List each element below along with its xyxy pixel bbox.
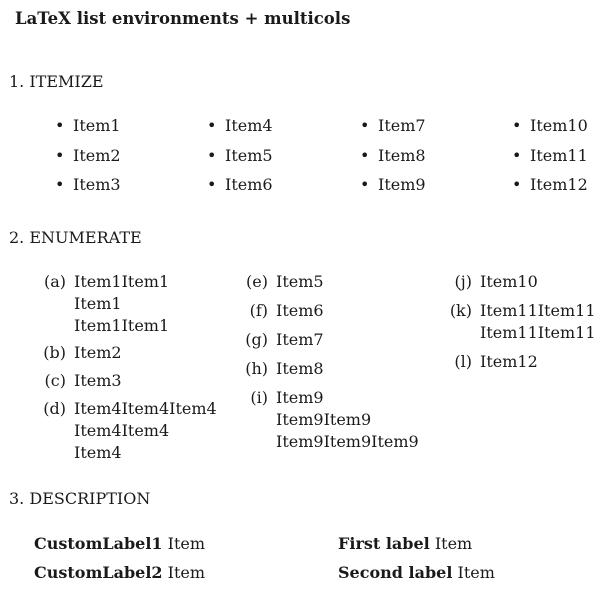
page-title: LaTeX list environments + multicols: [15, 9, 351, 28]
enum-label: (j): [454, 272, 472, 291]
bullet-icon: •: [207, 175, 217, 194]
list-item: Item10: [530, 116, 588, 135]
description-text: Item: [434, 534, 473, 553]
list-item: Item9: [378, 175, 426, 194]
enum-label: (k): [449, 301, 472, 320]
enum-label: (g): [245, 330, 268, 349]
list-item: Item4: [74, 443, 122, 462]
section-heading-description: [9, 489, 150, 509]
list-item: Item1: [74, 294, 122, 313]
enum-label: (c): [44, 371, 66, 390]
list-item: Item6: [276, 301, 324, 320]
bullet-icon: •: [360, 116, 370, 135]
description-item: [338, 563, 495, 583]
bullet-icon: •: [512, 146, 522, 165]
list-item: Item4: [225, 116, 273, 135]
enum-label: (d): [43, 399, 66, 418]
list-item: Item3: [74, 371, 122, 390]
description-term: First label: [338, 534, 430, 553]
description-item: [34, 563, 205, 583]
bullet-icon: •: [55, 116, 65, 135]
list-item: Item11Item11: [480, 301, 596, 320]
bullet-icon: •: [512, 116, 522, 135]
bullet-icon: •: [360, 175, 370, 194]
list-item: Item1Item1: [74, 272, 170, 291]
bullet-icon: •: [55, 175, 65, 194]
section-number: 3.: [9, 489, 25, 508]
description-item: [34, 534, 205, 554]
list-item: Item12: [530, 175, 588, 194]
description-item: [338, 534, 472, 554]
list-item: Item12: [480, 352, 538, 371]
enum-label: (i): [250, 388, 268, 407]
section-title: ITEMIZE: [29, 72, 104, 91]
section-heading-itemize: [9, 72, 104, 92]
list-item: Item9Item9Item9: [276, 432, 419, 451]
section-number: 1.: [9, 72, 25, 91]
section-heading-enumerate: [9, 228, 142, 248]
enum-label: (e): [246, 272, 268, 291]
section-title: ENUMERATE: [29, 228, 142, 247]
list-item: Item5: [225, 146, 273, 165]
list-item: Item7: [276, 330, 324, 349]
list-item: Item10: [480, 272, 538, 291]
enum-label: (a): [43, 272, 66, 291]
description-text: Item: [167, 534, 206, 553]
enum-label: (f): [249, 301, 268, 320]
description-text: Item: [457, 563, 495, 582]
enum-label: (b): [43, 343, 66, 362]
list-item: Item2: [74, 343, 122, 362]
list-item: Item8: [378, 146, 426, 165]
bullet-icon: •: [207, 146, 217, 165]
bullet-icon: •: [360, 146, 370, 165]
list-item: Item4Item4Item4: [74, 399, 217, 418]
list-item: Item1Item1: [74, 316, 170, 335]
list-item: Item6: [225, 175, 273, 194]
list-item: Item5: [276, 272, 324, 291]
enum-label: (h): [245, 359, 268, 378]
description-term: CustomLabel1: [34, 534, 163, 553]
list-item: Item9Item9: [276, 410, 372, 429]
section-number: 2.: [9, 228, 25, 247]
list-item: Item3: [73, 175, 121, 194]
list-item: Item1: [73, 116, 121, 135]
description-term: Second label: [338, 563, 453, 582]
enum-label: (l): [454, 352, 472, 371]
list-item: Item2: [73, 146, 121, 165]
list-item: Item11Item11: [480, 323, 596, 342]
list-item: Item7: [378, 116, 426, 135]
list-item: Item8: [276, 359, 324, 378]
bullet-icon: •: [512, 175, 522, 194]
list-item: Item4Item4: [74, 421, 170, 440]
section-title: DESCRIPTION: [29, 489, 151, 508]
description-term: CustomLabel2: [34, 563, 163, 582]
bullet-icon: •: [207, 116, 217, 135]
list-item: Item11: [530, 146, 588, 165]
description-text: Item: [167, 563, 206, 582]
bullet-icon: •: [55, 146, 65, 165]
list-item: Item9: [276, 388, 324, 407]
